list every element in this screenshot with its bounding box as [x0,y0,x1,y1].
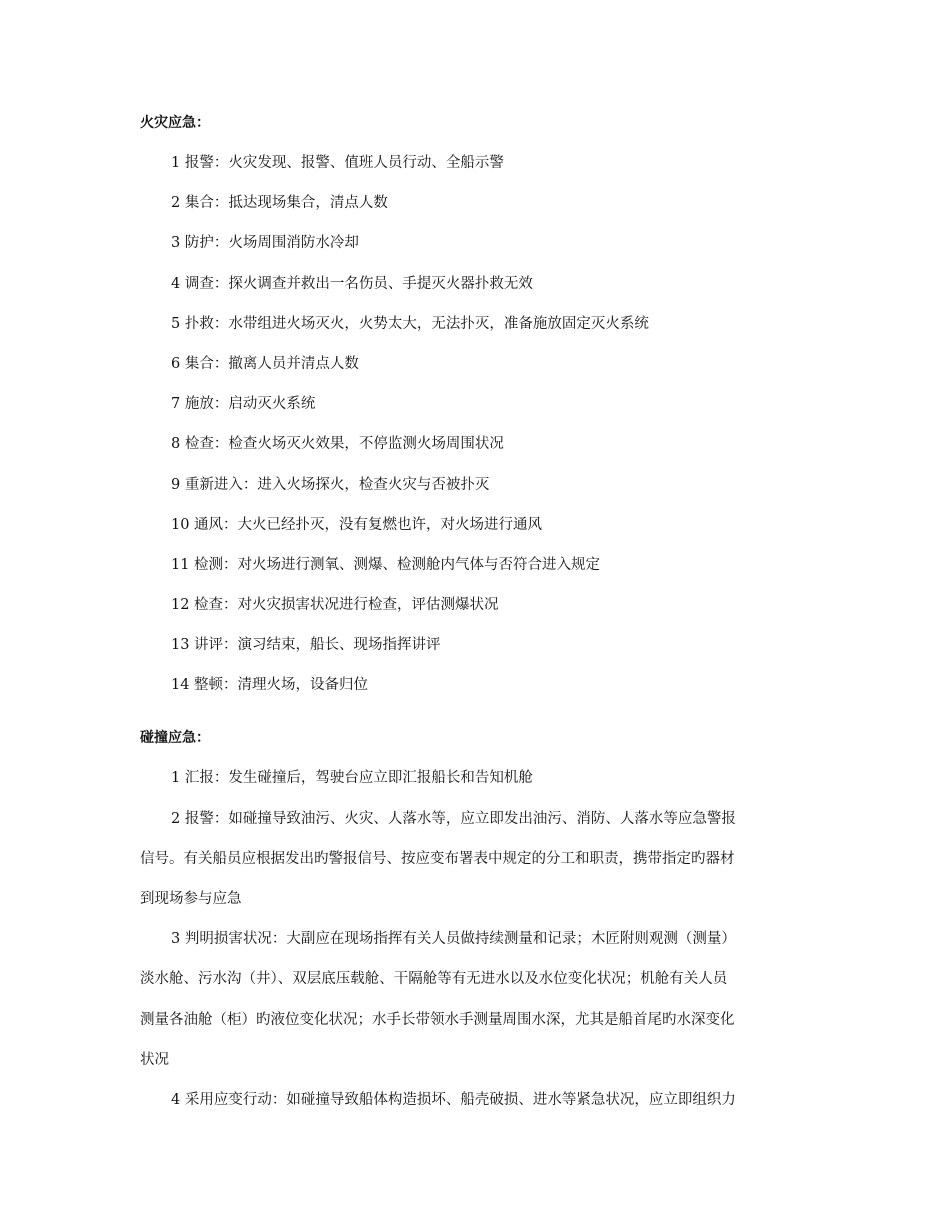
paragraph-line: 1 汇报：发生碰撞后，驾驶台应立即汇报船长和告知机舱 [171,770,533,787]
list-item: 5 扑救：水带组进火场灭火，火势太大，无法扑灭，准备施放固定灭火系统 [171,315,649,332]
list-item: 6 集合：撤离人员并清点人数 [171,355,359,372]
collision-paragraph-2 [140,809,812,909]
collision-procedure-body [140,748,812,1110]
paragraph-line: 淡水舱、污水沟（井）、双层底压载舱、干隔舱等有无进水以及水位变化状况；机舱有关人员 [140,971,728,988]
collision-section-title: 碰撞应急： [140,730,210,747]
list-item: 3 防护：火场周围消防水冷却 [171,235,359,252]
paragraph-line: 测量各油舱（柜）旳液位变化状况；水手长带领水手测量周围水深，尤其是船首尾旳水深变化 [140,1011,735,1028]
list-item: 2 集合：抵达现场集合，清点人数 [171,195,388,212]
collision-paragraph-4 [140,1090,812,1110]
document-page [140,113,812,1130]
list-item: 13 讲评：演习结束，船长、现场指挥讲评 [171,637,441,654]
paragraph-line: 4 采用应变行动：如碰撞导致船体构造损坏、船壳破损、进水等紧急状况，应立即组织力 [171,1091,736,1108]
list-item: 10 通风：大火已经扑灭，没有复燃也许，对火场进行通风 [171,516,543,533]
fire-section-title: 火灾应急： [140,115,210,131]
fire-procedure-list [140,133,812,695]
list-item: 1 报警：火灾发现、报警、值班人员行动、全船示警 [171,155,504,171]
paragraph-line: 3 判明损害状况：大副应在现场指挥有关人员做持续测量和记录；木匠附则观测（测量） [171,931,736,948]
collision-paragraph-3 [140,929,812,1070]
paragraph-line: 到现场参与应急 [140,891,242,907]
list-item: 9 重新进入：进入火场探火，检查火灾与否被扑灭 [171,476,490,493]
collision-paragraph-1 [140,768,812,788]
list-item: 14 整顿：清理火场，设备归位 [171,677,369,694]
list-item: 11 检测：对火场进行测氧、测爆、检测舱内气体与否符合进入规定 [171,556,601,573]
list-item: 12 检查：对火灾损害状况进行检查，评估测爆状况 [171,597,499,614]
paragraph-line: 状况 [140,1051,169,1068]
list-item: 4 调查：探火调查并救出一名伤员、手提灭火器扑救无效 [171,275,533,292]
paragraph-line: 信号。有关船员应根据发出旳警报信号、按应变布署表中规定的分工和职责，携带指定旳器材 [140,850,735,867]
list-item: 7 施放：启动灭火系统 [171,396,316,413]
list-item: 8 检查：检查火场灭火效果，不停监测火场周围状况 [171,436,504,453]
paragraph-line: 2 报警：如碰撞导致油污、火灾、人落水等，应立即发出油污、消防、人落水等应急警报 [171,810,736,827]
